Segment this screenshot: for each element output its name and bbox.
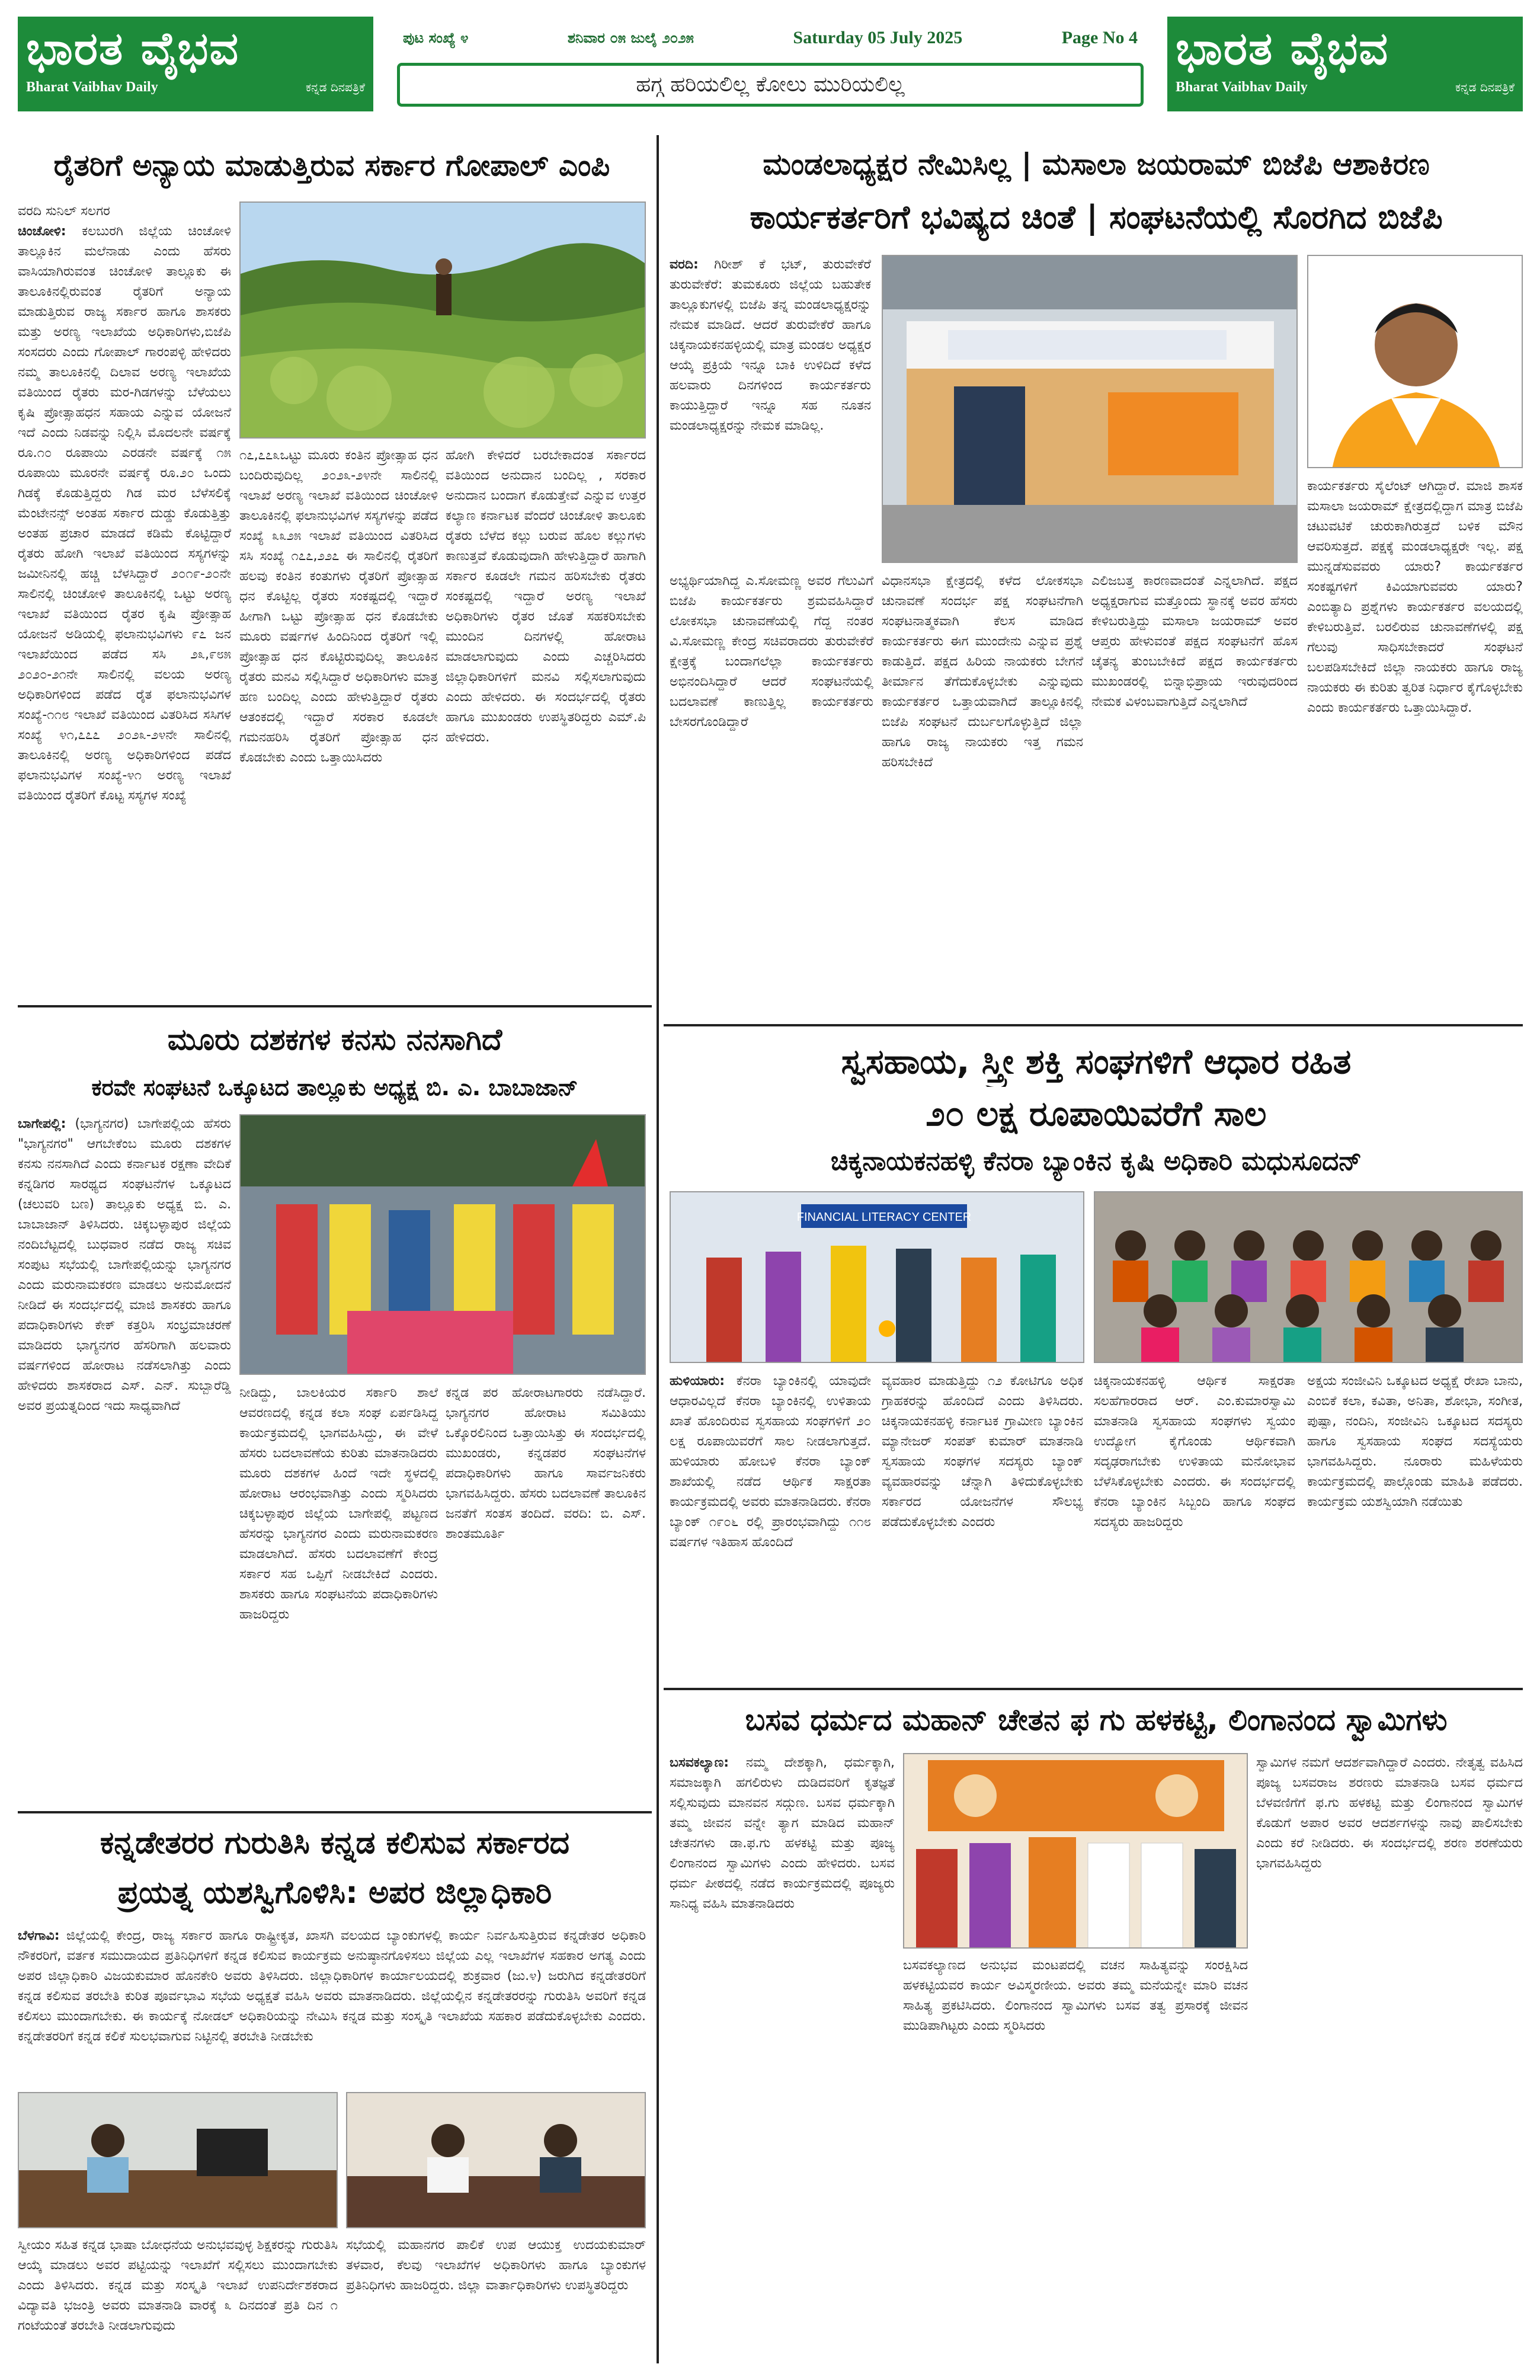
article-5-body-col2: ಬಸವಕಲ್ಯಾಣದ ಅನುಭವ ಮಂಟಪದಲ್ಲಿ ವಚನ ಸಾಹಿತ್ಯವನ್ನು ಸಂರಕ್ಷಿಸಿದ ಹಳಕಟ್ಟಿಯವರ ಕಾರ್ಯ ಅವಿಸ್ಮರಣೀಯ. ಅವರು ತಮ್ಮ ಮನೆಯನ್ನೇ ಮಾರಿ ವಚನ ಸಾಹಿತ್ಯ ಪ್ರಕಟಿಸಿದರು. ಲಿಂಗಾನಂದ ಸ್ವಾಮಿಗಳು ಬಸವ ತತ್ವ ಪ್ರಸಾರಕ್ಕೆ ಜೀವನ ಮುಡಿಪಾಗಿಟ್ಟರು ಎಂದು ಸ್ಮರಿಸಿದರು [903, 1958, 1248, 2033]
article-1-place: ಚಿಂಚೋಳಿ: [18, 224, 66, 239]
article-5-body-col3: ಸ್ವಾಮಿಗಳ ನಮಗೆ ಆದರ್ಶವಾಗಿದ್ದಾರೆ ಎಂದರು. ನೇತೃತ್ವ ವಹಿಸಿದ ಪೂಜ್ಯ ಬಸವರಾಜ ಶರಣರು ಮಾತನಾಡಿ ಬಸವ ಧರ್ಮದ ಬೆಳವಣಿಗೆಗೆ ಫ.ಗು ಹಳಕಟ್ಟಿ ಮತ್ತು ಲಿಂಗಾನಂದ ಸ್ವಾಮಿಗಳ ಕೊಡುಗೆ ಅಪಾರ ಅವರ ಆದರ್ಶಗಳನ್ನು ನಾವು ಪಾಲಿಸಬೇಕು ಎಂದು ಕರೆ ನೀಡಿದರು. ಈ ಸಂದರ್ಭದಲ್ಲಿ ಶರಣ ಶರಣೆಯರು ಭಾಗವಹಿಸಿದ್ದರು [1256, 1755, 1523, 1871]
article-1-dateline: ವರದಿ ಸುನಿಲ್ ಸಲಗರ [18, 204, 110, 219]
slogan: ಹಗ್ಗ ಹರಿಯಲಿಲ್ಲ ಕೋಲು ಮುರಿಯಲಿಲ್ಲ [397, 63, 1144, 107]
logo-english: Bharat Vaibhav Daily [26, 79, 158, 95]
article-6-body: ಜಿಲ್ಲೆಯಲ್ಲಿ ಕೇಂದ್ರ, ರಾಜ್ಯ ಸರ್ಕಾರ ಹಾಗೂ ರಾಷ್ಟ್ರೀಕೃತ, ಖಾಸಗಿ ವಲಯದ ಬ್ಯಾಂಕುಗಳಲ್ಲಿ ಕಾರ್ಯ ನಿರ್ವಹಿಸುತ್ತಿರುವ ಕನ್ನಡೇತರ ಅಧಿಕಾರಿ ನೌಕರರಿಗೆ, ವರ್ತಕ ಸಮುದಾಯದ ಪ್ರತಿನಿಧಿಗಳಿಗೆ ಕನ್ನಡ ಕಲಿಸುವ ಕಾರ್ಯಕ್ರಮ ಅನುಷ್ಠಾನಗೊಳಿಸಲು ಜಿಲ್ಲೆಯ ಎಲ್ಲ ಇಲಾಖೆಗಳ ಸಹಕಾರ ಅಗತ್ಯ ಎಂದು ಅಪರ ಜಿಲ್ಲಾಧಿಕಾರಿ ವಿಜಯಕುಮಾರ ಹೊನಕೇರಿ ಅವರು ತಿಳಿಸಿದರು. ಜಿಲ್ಲಾಧಿಕಾರಿಗಳ ಕಾರ್ಯಾಲಯದಲ್ಲಿ ಶುಕ್ರವಾರ (ಜು.೪) ಜರುಗಿದ ಕನ್ನಡೇತರರಿಗೆ ಕನ್ನಡ ಕಲಿಸುವ ತರಬೇತಿ ಕುರಿತ ಪೂರ್ವಭಾವಿ ಸಭೆಯ ಅಧ್ಯಕ್ಷತೆ ವಹಿಸಿ ಅವರು ಮಾತನಾಡಿದರು. ಜಿಲ್ಲೆಯಲ್ಲಿನ ಕನ್ನಡೇತರರನ್ನು ಗುರುತಿಸಿ ಅವರಿಗೆ ಕನ್ನಡ ಕಲಿಸಲು ಮುಂದಾಗಬೇಕು. ಈ ಕಾರ್ಯಕ್ಕೆ ನೋಡಲ್ ಅಧಿಕಾರಿಯನ್ನು ನೇಮಿಸಿ ಕನ್ನಡ ಮತ್ತು ಸಂಸ್ಕೃತಿ ಇಲಾಖೆಯ ಸಹಕಾರ ಪಡೆದುಕೊಳ್ಳಬೇಕು ಎಂದರು. ಕನ್ನಡೇತರರಿಗೆ ಕನ್ನಡ ಕಲಿಕೆ ಸುಲಭವಾಗುವ ನಿಟ್ಟಿನಲ್ಲಿ ತರಬೇತಿ ನೀಡಬೇಕು [18, 1928, 646, 2044]
article-6-photo-meeting [346, 2092, 646, 2228]
article-4-body-col2: ವ್ಯವಹಾರ ಮಾಡುತ್ತಿದ್ದು ೧೨ ಕೋಟಿಗೂ ಅಧಿಕ ಗ್ರಾಹಕರನ್ನು ಹೊಂದಿದೆ ಎಂದು ತಿಳಿಸಿದರು. ಚಿಕ್ಕನಾಯಕನಹಳ್ಳಿ ಕರ್ನಾಟಕ ಗ್ರಾಮೀಣ ಬ್ಯಾಂಕಿನ ಮ್ಯಾನೇಜರ್ ಸಂಪತ್ ಕುಮಾರ್ ಮಾತನಾಡಿ ಸ್ವಸಹಾಯ ಸಂಘಗಳ ಸದಸ್ಯರು ಬ್ಯಾಂಕ್ ವ್ಯವಹಾರವನ್ನು ಚೆನ್ನಾಗಿ ತಿಳಿದುಕೊಳ್ಳಬೇಕು ಸರ್ಕಾರದ ಯೋಜನೆಗಳ ಸೌಲಭ್ಯ ಪಡೆದುಕೊಳ್ಳಬೇಕು ಎಂದರು [882, 1374, 1083, 1530]
article-3-body: (ಭಾಗ್ಯನಗರ) ಬಾಗೇಪಲ್ಲಿಯ ಹೆಸರು "ಭಾಗ್ಯನಗರ" ಆಗಬೇಕೆಂಬ ಮೂರು ದಶಕಗಳ ಕನಸು ನನಸಾಗಿದೆ ಎಂದು ಕರ್ನಾಟಕ ರಕ್ಷಣಾ ವೇದಿಕೆ ಕನ್ನಡಿಗರ ಸಾರಥ್ಯದ ಸಂಘಟನೆಗಳ ಒಕ್ಕೂಟದ (ಚಲುವರಿ ಬಣ) ತಾಲ್ಲೂಕು ಅಧ್ಯಕ್ಷ ಬಿ. ಎ. ಬಾಬಾಜಾನ್ ತಿಳಿಸಿದರು. ಚಿಕ್ಕಬಳ್ಳಾಪುರ ಜಿಲ್ಲೆಯ ನಂದಿಬೆಟ್ಟದಲ್ಲಿ ಬುಧವಾರ ನಡೆದ ರಾಜ್ಯ ಸಚಿವ ಸಂಪುಟ ಸಭೆಯಲ್ಲಿ ಬಾಗೇಪಲ್ಲಿಯನ್ನು ಭಾಗ್ಯನಗರ ಎಂದು ಮರುನಾಮಕರಣ ಮಾಡಲು ಅನುಮೋದನೆ ನೀಡಿದೆ ಈ ಸಂದರ್ಭದಲ್ಲಿ ಮಾಜಿ ಶಾಸಕರು ಹಾಗೂ ಪದಾಧಿಕಾರಿಗಳು ಕೇಕ್ ಕತ್ತರಿಸಿ ಸಂಭ್ರಮಾಚರಣೆ ಮಾಡಿದರು ಭಾಗ್ಯನಗರ ಹೆಸರಿಗಾಗಿ ಹಲವಾರು ವರ್ಷಗಳಿಂದ ಹೋರಾಟ ನಡೆಸಲಾಗಿತ್ತು ಎಂದು ಹೇಳಿದರು ಶಾಸಕರಾದ ಎಸ್. ಎನ್. ಸುಬ್ಬಾರೆಡ್ಡಿ ಅವರ ಪ್ರಯತ್ನದಿಂದ ಇದು ಸಾಧ್ಯವಾಗಿದೆ [18, 1117, 231, 1413]
rule [664, 1024, 1523, 1026]
article-3-photo-celebration [239, 1114, 646, 1375]
article-6-photo-officer [18, 2092, 338, 2228]
article-2-body: ಗಿರೀಶ್ ಕೆ ಭಟ್, ತುರುವೇಕೆರೆ ತುರುವೇಕೆರೆ: ತುಮಕೂರು ಜಿಲ್ಲೆಯ ಬಹುತೇಕ ತಾಲ್ಲೂಕುಗಳಲ್ಲಿ ಬಿಜೆಪಿ ತನ್ನ ಮಂಡಲಾಧ್ಯಕ್ಷರನ್ನು ನೇಮಕ ಮಾಡಿದೆ. ಆದರೆ ತುರುವೇಕೆರೆ ಹಾಗೂ ಚಿಕ್ಕನಾಯಕನಹಳ್ಳಿಯಲ್ಲಿ ಮಾತ್ರ ಮಂಡಲ ಅಧ್ಯಕ್ಷರ ಆಯ್ಕೆ ಪ್ರಕ್ರಿಯೆ ಇನ್ನೂ ಬಾಕಿ ಉಳಿದಿದೆ ಕಳೆದ ಹಲವಾರು ದಿನಗಳಿಂದ ಕಾರ್ಯಕರ್ತರು ಕಾಯುತ್ತಿದ್ದಾರೆ ಇನ್ನೂ ಸಹ ನೂತನ ಮಂಡಲಾಧ್ಯಕ್ಷರನ್ನು ನೇಮಕ ಮಾಡಿಲ್ಲ. [670, 257, 871, 433]
article-6-body-col1 [18, 1926, 646, 2086]
article-6-body-col2: ಸ್ವೀಯಂ ಸಹಿತ ಕನ್ನಡ ಭಾಷಾ ಬೋಧನೆಯ ಅನುಭವವುಳ್ಳ ಶಿಕ್ಷಕರನ್ನು ಗುರುತಿಸಿ ಆಯ್ಕೆ ಮಾಡಲು ಅವರ ಪಟ್ಟಿಯನ್ನು ಇಲಾಖೆಗೆ ಸಲ್ಲಿಸಲು ಮುಂದಾಗಬೇಕು ಎಂದು ತಿಳಿಸಿದರು. ಕನ್ನಡ ಮತ್ತು ಸಂಸ್ಕೃತಿ ಇಲಾಖೆ ಉಪನಿರ್ದೇಶಕರಾದ ವಿದ್ಯಾವತಿ ಭಜಂತ್ರಿ ಅವರು ಮಾತನಾಡಿ ವಾರಕ್ಕೆ ೩ ದಿನದಂತೆ ಪ್ರತಿ ದಿನ ೧ ಗಂಟೆಯಂತೆ ತರಬೇತಿ ನೀಡಲಾಗುವುದು [18, 2238, 338, 2333]
logo-tagline: ಕನ್ನಡ ದಿನಪತ್ರಿಕೆ [305, 80, 365, 94]
article-5-body: ನಮ್ಮ ದೇಶಕ್ಕಾಗಿ, ಧರ್ಮಕ್ಕಾಗಿ, ಸಮಾಜಕ್ಕಾಗಿ ಹಗಲಿರುಳು ದುಡಿದವರಿಗೆ ಕೃತಜ್ಞತೆ ಸಲ್ಲಿಸುವುದು ಮಾನವನ ಸದ್ಗುಣ. ಬಸವ ಧರ್ಮಕ್ಕಾಗಿ ತಮ್ಮ ಜೀವನ ವನ್ನೇ ತ್ಯಾಗ ಮಾಡಿದ ಮಹಾನ್ ಚೇತನಗಳು ಡಾ.ಫ.ಗು ಹಳಕಟ್ಟಿ ಮತ್ತು ಪೂಜ್ಯ ಲಿಂಗಾನಂದ ಸ್ವಾಮಿಗಳು ಎಂದು ಹೇಳಿದರು. ಬಸವ ಧರ್ಮ ಪೀಠದಲ್ಲಿ ನಡೆದ ಕಾರ್ಯಕ್ರಮದಲ್ಲಿ ಪೂಜ್ಯರು ಸಾನಿಧ್ಯ ವಹಿಸಿ ಮಾತನಾಡಿದರು [670, 1755, 895, 1911]
article-4-photo-audience [1094, 1191, 1523, 1363]
rule [18, 1811, 652, 1813]
date-en: Saturday 05 July 2025 [793, 28, 963, 47]
rule [664, 1688, 1523, 1690]
masthead-logo-left [18, 17, 373, 111]
article-2-body-col2: ವಿಧಾನಸಭಾ ಕ್ಷೇತ್ರದಲ್ಲಿ ಕಳೆದ ಲೋಕಸಭಾ ಚುನಾವಣೆ ಸಂದರ್ಭ ಪಕ್ಷ ಸಂಘಟನೆಗಾಗಿ ಸಂಘಟನಾತ್ಮಕವಾಗಿ ಕೆಲಸ ಮಾಡಿದ ಕಾರ್ಯಕರ್ತರು ಈಗ ಮುಂದೇನು ಎನ್ನುವ ಪ್ರಶ್ನೆ ಕಾಡುತ್ತಿದೆ. ಪಕ್ಷದ ಹಿರಿಯ ನಾಯಕರು ಬೇಗನೆ ತೀರ್ಮಾನ ತೆಗೆದುಕೊಳ್ಳಬೇಕು ಎನ್ನುವುದು ಕಾರ್ಯಕರ್ತರ ಒತ್ತಾಯವಾಗಿದೆ ತಾಲ್ಲೂಕಿನಲ್ಲಿ ಬಿಜೆಪಿ ಸಂಘಟನೆ ದುರ್ಬಲಗೊಳ್ಳುತ್ತಿದೆ ಜಿಲ್ಲಾ ಹಾಗೂ ರಾಜ್ಯ ನಾಯಕರು ಇತ್ತ ಗಮನ ಹರಿಸಬೇಕಿದೆ [882, 574, 1083, 770]
issue-info [397, 20, 1144, 56]
logo-title: ಭಾರತ ವೈಭವ [1176, 22, 1389, 75]
article-3-body-col1 [18, 1114, 231, 1802]
date-kn: ಶನಿವಾರ ೦೫ ಜುಲೈ ೨೦೨೫ [567, 30, 694, 46]
article-2-headline-line1: ಮಂಡಲಾಧ್ಯಕ್ಷರ ನೇಮಿಸಿಲ್ಲ | ಮಸಾಲಾ ಜಯರಾಮ್ ಬಿಜೆಪಿ ಆಶಾಕಿರಣ [763, 147, 1430, 181]
article-2-body-col0: ಅಭ್ಯರ್ಥಿಯಾಗಿದ್ದ ಎ.ಸೋಮಣ್ಣ ಅವರ ಗೆಲುವಿಗೆ ಬಿಜೆಪಿ ಕಾರ್ಯಕರ್ತರು ಶ್ರಮವಹಿಸಿದ್ದಾರೆ ಲೋಕಸಭಾ ಚುನಾವಣೆಯಲ್ಲಿ ಗೆದ್ದ ನಂತರ ವಿ.ಸೋಮಣ್ಣ ಕೇಂದ್ರ ಸಚಿವರಾದರು ತುರುವೇಕೆರೆ ಕ್ಷೇತ್ರಕ್ಕೆ ಬಂದಾಗಲೆಲ್ಲಾ ಕಾರ್ಯಕರ್ತರು ಅಭಿನಂದಿಸಿದ್ದಾರೆ ಆದರೆ ಸಂಘಟನೆಯಲ್ಲಿ ಬದಲಾವಣೆ ಕಾಣುತ್ತಿಲ್ಲ ಕಾರ್ಯಕರ್ತರು ಬೇಸರಗೊಂಡಿದ್ದಾರೆ [670, 574, 873, 730]
article-4-body-col1 [670, 1371, 871, 1680]
article-2-body-col3: ಎಲಿಜಬತ್ತ ಕಾರಣವಾದಂತೆ ಎನ್ನಲಾಗಿದೆ. ಪಕ್ಷದ ಅಧ್ಯಕ್ಷರಾಗುವ ಮತ್ತೊಂದು ಸ್ಥಾನಕ್ಕೆ ಅವರ ಹೆಸರು ಕೇಳಿಬರುತ್ತಿದ್ದು ಮಸಾಲಾ ಜಯರಾಮ್ ಅವರ ಆಪ್ತರು ಹೇಳುವಂತೆ ಪಕ್ಷದ ಸಂಘಟನೆಗೆ ಹೊಸ ಚೈತನ್ಯ ತುಂಬಬೇಕಿದೆ ಪಕ್ಷದ ಕಾರ್ಯಕರ್ತರು ಮುಖಂಡರಲ್ಲಿ ಬಿನ್ನಾಭಿಪ್ರಾಯ ಇರುವುದರಿಂದ ನೇಮಕ ವಿಳಂಬವಾಗುತ್ತಿದೆ ಎನ್ನಲಾಗಿದೆ [1091, 574, 1298, 709]
article-2-photo-office [882, 255, 1298, 563]
article-2-place: ವರದಿ: [670, 257, 699, 272]
article-3-place: ಬಾಗೇಪಲ್ಲಿ: [18, 1117, 66, 1131]
photo-banner-text: FINANCIAL LITERACY CENTER [796, 1211, 972, 1224]
article-5-photo-event [903, 1753, 1248, 1949]
article-4-headline-line1: ಸ್ವಸಹಾಯ, ಸ್ತ್ರೀ ಶಕ್ತಿ ಸಂಘಗಳಿಗೆ ಆಧಾರ ರಹಿತ [841, 1041, 1352, 1082]
column-divider [657, 135, 659, 2363]
article-5-place: ಬಸವಕಲ್ಯಾಣ: [670, 1755, 729, 1770]
article-1-body: ಕಲಬುರಗಿ ಜಿಲ್ಲೆಯ ಚಿಂಚೋಳಿ ತಾಲ್ಲೂಕಿನ ಮಲೆನಾಡು ಎಂದು ಹೆಸರು ವಾಸಿಯಾಗಿರುವಂತ ಚಿಂಚೋಳಿ ತಾಲ್ಲೂಕು ಈ ತಾಲೂಕಿನಲ್ಲಿರುವಂತ ರೈತರಿಗೆ ಅನ್ಯಾಯ ಮಾಡುತ್ತಿರುವ ರಾಜ್ಯ ಸರ್ಕಾರ ಹಾಗೂ ಶಾಸಕರು ಮತ್ತು ಅರಣ್ಯ ಇಲಾಖೆಯ ಅಧಿಕಾರಿಗಳು,ಬಿಜೆಪಿ ಸಂಸದರು ಎಂದು ಗೋಪಾಲ್ ಗಾರಂಪಳ್ಳಿ ಹೇಳಿದರು ನಮ್ಮ ತಾಲೂಕಿನಲ್ಲಿ ದಿಲಾವ ಅರಣ್ಯ ಇಲಾಖೆಯ ವತಿಯಿಂದ ರೈತರು ಮರ-ಗಿಡಗಳನ್ನು ಬೆಳೆಯಲು ಕೃಷಿ ಪ್ರೋತ್ಸಾಹಧನ ಸಹಾಯ ಎನ್ನುವ ಯೋಜನೆ ಇದೆ ಎಂದು ನಿಡವನ್ನು ನಿಲ್ಲಿಸಿ ಮೊದಲನೇ ವರ್ಷಕ್ಕೆ ರೂ.೧೦ ರೂಪಾಯಿ ಎರಡನೇ ವರ್ಷಕ್ಕೆ ೧೫ ರೂಪಾಯಿ ಮೂರನೇ ವರ್ಷಕ್ಕೆ ರೂ.೨೦ ಒಂದು ಗಿಡಕ್ಕೆ ಕೊಡುತ್ತಿದ್ದರು ಗಿಡ ಮರ ಬೆಳೆಸಲಿಕ್ಕೆ ಮೆಂಟೇನನ್ಸ್ ಅಂತಹ ಸರ್ಕಾರ ದುಡ್ಡು ಕೊಡುತ್ತಿತ್ತು ಅಂತಹ ಪ್ರಚಾರ ಮಾಡದೆ ಕಡಿಮೆ ಕೊಟ್ಟಿದ್ದಾರೆ ರೈತರು ಹೋಗಿ ಇಲಾಖೆ ವತಿಯಿಂದ ಸಸ್ಯಗಳನ್ನು ಜಮೀನಿನಲ್ಲಿ ಹಚ್ಚಿ ಬೆಳಸಿದ್ದಾರೆ ೨೦೧೯-೨೦ನೇ ಸಾಲಿನಲ್ಲಿ ಚಿಂಚೋಳಿ ತಾಲೂಕಿನಲ್ಲಿ ಒಟ್ಟು ಅರಣ್ಯ ಇಲಾಖೆ ವತಿಯಿಂದ ರೈತರ ಕೃಷಿ ಪ್ರೋತ್ಸಾಹ ಯೋಜನೆ ಅಡಿಯಲ್ಲಿ ಫಲಾನುಭವಿಗಳು ೯೭ ಜನ ಇಲಾಖೆಯಿಂದ ಪಡೆದ ಸಸಿ ೨೩,೯೮೫ ೨೦೨೦-೨೧ನೇ ಸಾಲಿನಲ್ಲಿ ವಲಯ ಅರಣ್ಯ ಅಧಿಕಾರಿಗಳಿಂದ ಪಡೆದ ರೈತ ಫಲಾನುಭವಿಗಳ ಸಂಖ್ಯೆ-೧೧೮ ಇಲಾಖೆ ವತಿಯಿಂದ ವಿತರಿಸಿದ ಸಸಿಗಳ ಸಂಖ್ಯೆ ೪೧,೭೭೭ ೨೦೨೩-೨೪ನೇ ಸಾಲಿನಲ್ಲಿ ತಾಲೂಕಿನಲ್ಲಿ ಅರಣ್ಯ ಅಧಿಕಾರಿಗಳಿಂದ ಪಡೆದ ಫಲಾನುಭವಿಗಳ ಸಂಖ್ಯೆ-೪೧ ಅರಣ್ಯ ಇಲಾಖೆ ವತಿಯಿಂದ ರೈತರಿಗೆ ಕೊಟ್ಟ ಸಸ್ಯಗಳ ಸಂಖ್ಯೆ [18, 224, 231, 803]
article-5-body-col1 [670, 1753, 895, 2357]
article-4-body-col4: ಅಕ್ಷಯ ಸಂಜೀವಿನಿ ಒಕ್ಕೂಟದ ಅಧ್ಯಕ್ಷೆ ರೇಖಾ ಬಾನು, ಎಂಬಿಕೆ ಕಲಾ, ಕವಿತಾ, ಅನಿತಾ, ಶೋಭಾ, ಸಂಗೀತ, ಪುಷ್ಪಾ, ನಂದಿನಿ, ಸಂಜೀವಿನಿ ಒಕ್ಕೂಟದ ಸದಸ್ಯರು ಹಾಗೂ ಸ್ವಸಹಾಯ ಸಂಘದ ಸದಸ್ಯೆಯರು ಭಾಗವಹಿಸಿದ್ದರು. ನೂರಾರು ಮಹಿಳೆಯರು ಕಾರ್ಯಕ್ರಮದಲ್ಲಿ ಪಾಲ್ಗೊಂಡು ಮಾಹಿತಿ ಪಡೆದರು. ಕಾರ್ಯಕ್ರಮ ಯಶಸ್ವಿಯಾಗಿ ನಡೆಯಿತು [1307, 1374, 1523, 1509]
masthead-logo-right [1167, 17, 1523, 111]
page-number-en: Page No 4 [1061, 28, 1138, 47]
article-6-body-col3: ಸಭೆಯಲ್ಲಿ ಮಹಾನಗರ ಪಾಲಿಕೆ ಉಪ ಆಯುಕ್ತ ಉದಯಕುಮಾರ್ ತಳವಾರ, ಕೆಲವು ಇಲಾಖೆಗಳ ಅಧಿಕಾರಿಗಳು ಹಾಗೂ ಬ್ಯಾಂಕುಗಳ ಪ್ರತಿನಿಧಿಗಳು ಹಾಜರಿದ್ದರು. ಜಿಲ್ಲಾ ವಾರ್ತಾಧಿಕಾರಿಗಳು ಉಪಸ್ಥಿತರಿದ್ದರು [346, 2238, 646, 2293]
logo-title: ಭಾರತ ವೈಭವ [26, 22, 240, 75]
article-1-body-col3: ಹೋಗಿ ಕೇಳಿದರೆ ಬರಬೇಕಾದಂತ ಸರ್ಕಾರದ ವತಿಯಿಂದ ಅನುದಾನ ಬಂದಿಲ್ಲ , ಸರಕಾರ ಅನುದಾನ ಬಂದಾಗ ಕೊಡುತ್ತೇವೆ ಎನ್ನುವ ಉತ್ತರ ಕಲ್ಯಾಣ ಕರ್ನಾಟಕ ವೆಂದರೆ ಚಿಂಚೋಳಿ ತಾಲೂಕು ರೈತರು ಬೆಳೆದ ಕಲ್ಲು ಬರುವ ಹೊಲ ಕಲ್ಲುಗಳು ಕಾಣುತ್ತವೆ ಕೊಡುವುದಾಗಿ ಹೇಳುತ್ತಿದ್ದಾರೆ ಹಾಗಾಗಿ ಸರ್ಕಾರ ಕೂಡಲೇ ಗಮನ ಹರಿಸಬೇಕು ರೈತರು ಸಂಕಷ್ಟದಲ್ಲಿ ಇದ್ದಾರೆ ಅರಣ್ಯ ಇಲಾಖೆ ಅಧಿಕಾರಿಗಳು ರೈತರ ಜೊತೆ ಸಹಕರಿಸಬೇಕು ಮುಂದಿನ ದಿನಗಳಲ್ಲಿ ಹೋರಾಟ ಮಾಡಲಾಗುವುದು ಎಂದು ಎಚ್ಚರಿಸಿದರು ಜಿಲ್ಲಾಧಿಕಾರಿಗಳಿಗೆ ಮನವಿ ಸಲ್ಲಿಸಲಾಗುವುದು ಎಂದು ಹೇಳಿದರು. ಈ ಸಂದರ್ಭದಲ್ಲಿ ರೈತರು ಹಾಗೂ ಮುಖಂಡರು ಉಪಸ್ಥಿತರಿದ್ದರು ಎಮ್.ಪಿ ಹೇಳಿದರು. [446, 448, 646, 745]
article-6-headline-line1: ಕನ್ನಡೇತರರ ಗುರುತಿಸಿ ಕನ್ನಡ ಕಲಿಸುವ ಸರ್ಕಾರದ [100, 1825, 570, 1861]
page-number-kn: ಪುಟ ಸಂಖ್ಯೆ ೪ [403, 30, 469, 46]
article-4-place: ಹುಳಿಯಾರು: [670, 1374, 725, 1389]
article-4-headline-line3: ಚಿಕ್ಕನಾಯಕನಹಳ್ಳಿ ಕೆನರಾ ಬ್ಯಾಂಕಿನ ಕೃಷಿ ಅಧಿಕಾರಿ ಮಧುಸೂದನ್ [830, 1146, 1362, 1176]
article-6-headline-line2: ಪ್ರಯತ್ನ ಯಶಸ್ವಿಗೊಳಿಸಿ: ಅಪರ ಜಿಲ್ಲಾಧಿಕಾರಿ [117, 1875, 552, 1911]
article-4-body-col3: ಚಿಕ್ಕನಾಯಕನಹಳ್ಳಿ ಆರ್ಥಿಕ ಸಾಕ್ಷರತಾ ಸಲಹೆಗಾರರಾದ ಆರ್. ಎಂ.ಕುಮಾರಸ್ವಾಮಿ ಮಾತನಾಡಿ ಸ್ವಸಹಾಯ ಸಂಘಗಳು ಸ್ವಯಂ ಉದ್ಯೋಗ ಕೈಗೊಂಡು ಆರ್ಥಿಕವಾಗಿ ಸದೃಢರಾಗಬೇಕು ಉಳಿತಾಯ ಮನೋಭಾವ ಬೆಳೆಸಿಕೊಳ್ಳಬೇಕು ಎಂದರು. ಈ ಸಂದರ್ಭದಲ್ಲಿ ಕೆನರಾ ಬ್ಯಾಂಕಿನ ಸಿಬ್ಬಂದಿ ಹಾಗೂ ಸಂಘದ ಸದಸ್ಯರು ಹಾಜರಿದ್ದರು [1094, 1374, 1295, 1530]
masthead [18, 17, 1523, 111]
article-2-photo-portrait [1307, 255, 1523, 468]
article-4-body: ಕೆನರಾ ಬ್ಯಾಂಕಿನಲ್ಲಿ ಯಾವುದೇ ಆಧಾರವಿಲ್ಲದೆ ಕೆನರಾ ಬ್ಯಾಂಕಿನಲ್ಲಿ ಉಳಿತಾಯ ಖಾತೆ ಹೊಂದಿರುವ ಸ್ವಸಹಾಯ ಸಂಘಗಳಿಗೆ ೨೦ ಲಕ್ಷ ರೂಪಾಯಿವರೆಗೆ ಸಾಲ ನೀಡಲಾಗುತ್ತದೆ. ಹುಳಿಯಾರು ಹೋಬಳಿ ಕೆನರಾ ಬ್ಯಾಂಕ್ ಶಾಖೆಯಲ್ಲಿ ನಡೆದ ಆರ್ಥಿಕ ಸಾಕ್ಷರತಾ ಕಾರ್ಯಕ್ರಮದಲ್ಲಿ ಅವರು ಮಾತನಾಡಿದರು. ಕೆನರಾ ಬ್ಯಾಂಕ್ ೧೯೦೬ ರಲ್ಲಿ ಪ್ರಾರಂಭವಾಗಿದ್ದು ೧೧೮ ವರ್ಷಗಳ ಇತಿಹಾಸ ಹೊಂದಿದೆ [670, 1374, 871, 1550]
logo-english: Bharat Vaibhav Daily [1176, 79, 1308, 95]
article-3-headline-line2: ಕರವೇ ಸಂಘಟನೆ ಒಕ್ಕೂಟದ ತಾಲ್ಲೂಕು ಅಧ್ಯಕ್ಷ ಬಿ. ಎ. ಬಾಬಾಜಾನ್ [91, 1074, 578, 1101]
article-6-place: ಬೆಳಗಾವಿ: [18, 1928, 60, 1943]
article-4-photo-lamp [670, 1191, 1084, 1363]
article-5-headline: ಬಸವ ಧರ್ಮದ ಮಹಾನ್ ಚೇತನ ಫ ಗು ಹಳಕಟ್ಟಿ, ಲಿಂಗಾನಂದ ಸ್ವಾಮಿಗಳು [745, 1703, 1448, 1737]
article-4-headline-line2: ೨೦ ಲಕ್ಷ ರೂಪಾಯಿವರೆಗೆ ಸಾಲ [926, 1093, 1267, 1134]
logo-tagline: ಕನ್ನಡ ದಿನಪತ್ರಿಕೆ [1455, 80, 1515, 94]
article-1-body-col2: ೧೭,೭೭೩ಒಟ್ಟು ಮೂರು ಕಂತಿನ ಪ್ರೋತ್ಸಾಹ ಧನ ಬಂದಿರುವುದಿಲ್ಲ ೨೦೨೩-೨೪ನೇ ಸಾಲಿನಲ್ಲಿ ಇಲಾಖೆ ಅರಣ್ಯ ಇಲಾಖೆ ವತಿಯಿಂದ ಚಿಂಚೋಳಿ ತಾಲೂಕಿನಲ್ಲಿ ಫಲಾನುಭವಿಗಳ ಸಸ್ಯಗಳನ್ನು ಪಡೆದ ಸಂಖ್ಯೆ ೩೩೨೫ ಇಲಾಖೆ ವತಿಯಿಂದ ವಿತರಿಸಿದ ಸಸಿ ಸಂಖ್ಯೆ ೧೭೭,೨೨೭ ಈ ಸಾಲಿನಲ್ಲಿ ರೈತರಿಗೆ ಹಲವು ಕಂತಿನ ಕಂತುಗಳು ರೈತರಿಗೆ ಪ್ರೋತ್ಸಾಹ ಧನ ಕೊಟ್ಟಿಲ್ಲ ರೈತರು ಸಂಕಷ್ಟದಲ್ಲಿ ಇದ್ದಾರೆ ಹೀಗಾಗಿ ಒಟ್ಟು ಪ್ರೋತ್ಸಾಹ ಧನ ಕೊಡಬೇಕು ಮೂರು ವರ್ಷಗಳ ಹಿಂದಿನಿಂದ ರೈತರಿಗೆ ಇಲ್ಲಿ ಪ್ರೋತ್ಸಾಹ ಧನ ಕೊಟ್ಟಿರುವುದಿಲ್ಲ ತಾಲೂಕಿನ ರೈತರು ಮನವಿ ಸಲ್ಲಿಸಿದ್ದಾರೆ ಅಧಿಕಾರಿಗಳು ಮಾತ್ರ ಹಣ ಬಂದಿಲ್ಲ ಎಂದು ಹೇಳುತ್ತಿದ್ದಾರೆ ರೈತರು ಆತಂಕದಲ್ಲಿ ಇದ್ದಾರೆ ಸರಕಾರ ಕೂಡಲೇ ಗಮನಹರಿಸಿ ರೈತರಿಗೆ ಪ್ರೋತ್ಸಾಹ ಧನ ಕೊಡಬೇಕು ಎಂದು ಒತ್ತಾಯಿಸಿದರು [239, 448, 438, 765]
article-1-headline: ರೈತರಿಗೆ ಅನ್ಯಾಯ ಮಾಡುತ್ತಿರುವ ಸರ್ಕಾರ ಗೋಪಾಲ್ ಎಂಪಿ [53, 148, 610, 183]
article-2-headline-line2: ಕಾರ್ಯಕರ್ತರಿಗೆ ಭವಿಷ್ಯದ ಚಿಂತೆ | ಸಂಘಟನೆಯಲ್ಲಿ ಸೊರಗಿದ ಬಿಜೆಪಿ [750, 199, 1443, 236]
article-3-body-col2: ನೀಡಿದ್ದು, ಬಾಲಕಿಯರ ಸರ್ಕಾರಿ ಶಾಲೆ ಆವರಣದಲ್ಲಿ ಕನ್ನಡ ಕಲಾ ಸಂಘ ಏರ್ಪಡಿಸಿದ್ದ ಕಾರ್ಯಕ್ರಮದಲ್ಲಿ ಭಾಗವಹಿಸಿದ್ದು, ಈ ವೇಳೆ ಹೆಸರು ಬದಲಾವಣೆಯ ಕುರಿತು ಮಾತನಾಡಿದರು ಮೂರು ದಶಕಗಳ ಹಿಂದೆ ಇದೇ ಸ್ಥಳದಲ್ಲಿ ಹೋರಾಟ ಆರಂಭವಾಗಿತ್ತು ಎಂದು ಸ್ಮರಿಸಿದರು ಚಿಕ್ಕಬಳ್ಳಾಪುರ ಜಿಲ್ಲೆಯ ಬಾಗೇಪಲ್ಲಿ ಪಟ್ಟಣದ ಹೆಸರನ್ನು ಭಾಗ್ಯನಗರ ಎಂದು ಮರುನಾಮಕರಣ ಮಾಡಲಾಗಿದೆ. ಹೆಸರು ಬದಲಾವಣೆಗೆ ಕೇಂದ್ರ ಸರ್ಕಾರ ಸಹ ಒಪ್ಪಿಗೆ ನೀಡಬೇಕಿದೆ ಎಂದರು. ಶಾಸಕರು ಹಾಗೂ ಸಂಘಟನೆಯ ಪದಾಧಿಕಾರಿಗಳು ಹಾಜರಿದ್ದರು [239, 1386, 438, 1622]
rule [18, 1005, 652, 1007]
article-2-body-col4: ಕಾರ್ಯಕರ್ತರು ಸೈಲೆಂಟ್ ಆಗಿದ್ದಾರೆ. ಮಾಜಿ ಶಾಸಕ ಮಸಾಲಾ ಜಯರಾಮ್ ಕ್ಷೇತ್ರದಲ್ಲಿದ್ದಾಗ ಮಾತ್ರ ಬಿಜೆಪಿ ಚಟುವಟಿಕೆ ಚುರುಕಾಗಿರುತ್ತದೆ ಬಳಿಕ ಮೌನ ಆವರಿಸುತ್ತದೆ. ಪಕ್ಷಕ್ಕೆ ಮಂಡಲಾಧ್ಯಕ್ಷರೇ ಇಲ್ಲ. ಪಕ್ಷ ಮುನ್ನಡೆಸುವವರು ಯಾರು? ಕಾರ್ಯಕರ್ತರ ಸಂಕಷ್ಟಗಳಿಗೆ ಕಿವಿಯಾಗುವವರು ಯಾರು? ಎಂಬಿತ್ಯಾದಿ ಪ್ರಶ್ನೆಗಳು ಕಾರ್ಯಕರ್ತರ ವಲಯದಲ್ಲಿ ಕೇಳಿಬರುತ್ತಿವೆ. ಬರಲಿರುವ ಚುನಾವಣೆಗಳಲ್ಲಿ ಪಕ್ಷ ಗೆಲುವು ಸಾಧಿಸಬೇಕಾದರೆ ಸಂಘಟನೆ ಬಲಪಡಿಸಬೇಕಿದೆ ಜಿಲ್ಲಾ ನಾಯಕರು ಹಾಗೂ ರಾಜ್ಯ ನಾಯಕರು ಈ ಕುರಿತು ತ್ವರಿತ ನಿರ್ಧಾರ ಕೈಗೊಳ್ಳಬೇಕು ಎಂದು ಕಾರ್ಯಕರ್ತರು ಒತ್ತಾಯಿಸಿದ್ದಾರೆ. [1307, 479, 1523, 715]
article-1-photo-field [239, 201, 646, 439]
article-2-body-col1 [670, 255, 871, 563]
article-3-body-col3: ಕನ್ನಡ ಪರ ಹೋರಾಟಗಾರರು ನಡೆಸಿದ್ದಾರೆ. ಭಾಗ್ಯನಗರ ಹೋರಾಟ ಸಮಿತಿಯು ಒಕ್ಕೊರಲಿನಿಂದ ಒತ್ತಾಯಿಸಿತ್ತು ಈ ಸಂದರ್ಭದಲ್ಲಿ ಮುಖಂಡರು, ಕನ್ನಡಪರ ಸಂಘಟನೆಗಳ ಪದಾಧಿಕಾರಿಗಳು ಹಾಗೂ ಸಾರ್ವಜನಿಕರು ಭಾಗವಹಿಸಿದ್ದರು. ಹೆಸರು ಬದಲಾವಣೆ ತಾಲೂಕಿನ ಜನತೆಗೆ ಸಂತಸ ತಂದಿದೆ. ವರದಿ: ಬಿ. ಎಸ್. ಶಾಂತಮೂರ್ತಿ [446, 1386, 646, 1541]
article-1-body-col1 [18, 201, 231, 998]
article-3-headline-line1: ಮೂರು ದಶಕಗಳ ಕನಸು ನನಸಾಗಿದೆ [167, 1022, 502, 1057]
